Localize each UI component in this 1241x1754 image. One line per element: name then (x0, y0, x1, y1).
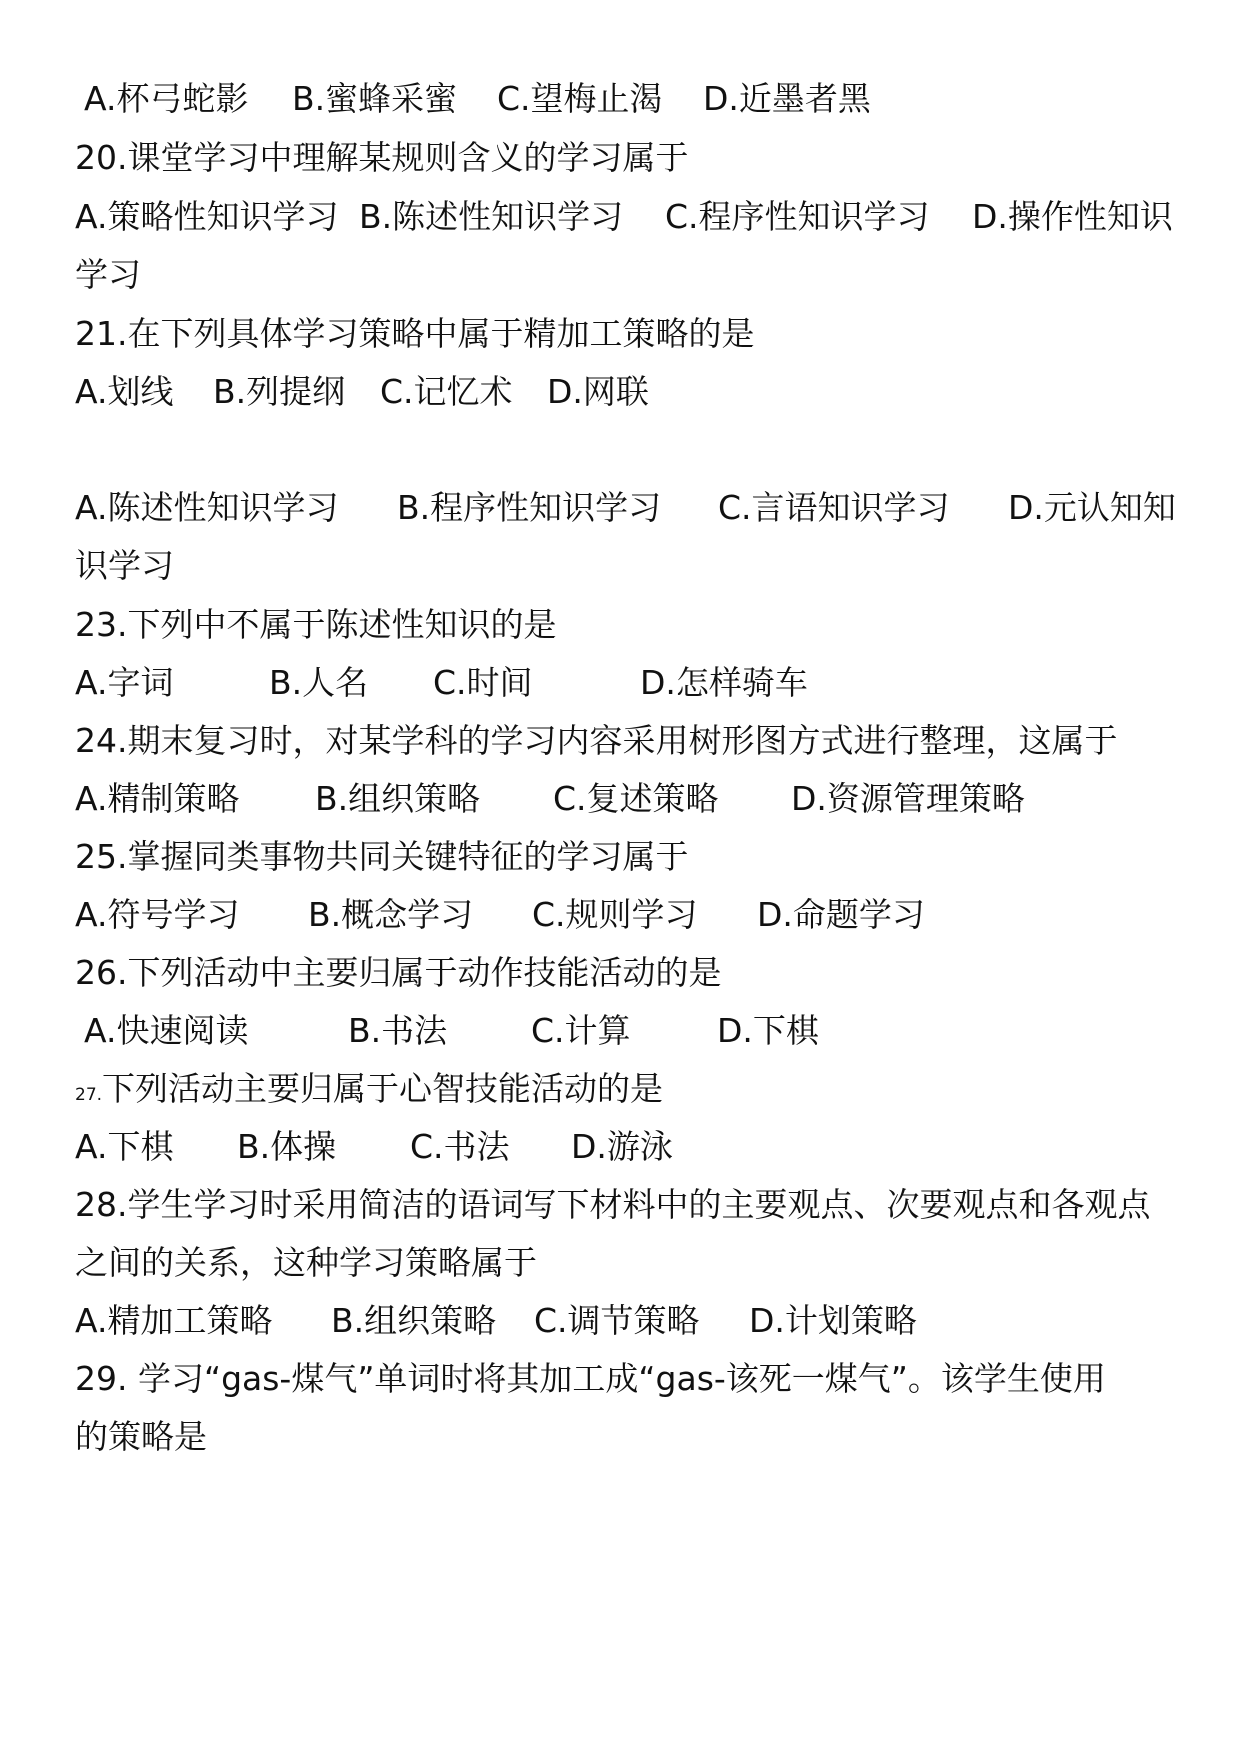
question-28-options (75, 1296, 917, 1346)
option-d: D.网联 (547, 372, 649, 411)
option-a: A.精制策略 (75, 779, 240, 818)
option-d: D.游泳 (571, 1127, 673, 1166)
option-d: D.元认知知 (1008, 488, 1176, 527)
option-c: C.时间 (433, 663, 533, 702)
option-b: B.体操 (237, 1127, 337, 1166)
question-21-stem: 21.在下列具体学习策略中属于精加工策略的是 (75, 314, 755, 353)
question-number: 27. (75, 1085, 103, 1105)
option-c: C.调节策略 (534, 1301, 700, 1340)
option-c: C.计算 (531, 1011, 631, 1050)
option-b: B.组织策略 (315, 779, 481, 818)
option-c: C.记忆术 (380, 372, 513, 411)
question-29-stem: 29. 学习“gas-煤气”单词时将其加工成“gas-该死一煤气”。该学生使用 (75, 1359, 1106, 1398)
option-b: B.组织策略 (331, 1301, 497, 1340)
question-24-stem: 24.期末复习时，对某学科的学习内容采用树形图方式进行整理，这属于 (75, 721, 1118, 760)
option-a: A.符号学习 (75, 895, 240, 934)
question-26-options (75, 1006, 819, 1056)
question-25-stem: 25.掌握同类事物共同关键特征的学习属于 (75, 837, 689, 876)
option-c: C.规则学习 (532, 895, 698, 934)
question-29-stem-continuation: 的策略是 (75, 1417, 207, 1456)
question-19-options (75, 74, 871, 124)
option-a: A.划线 (75, 372, 174, 411)
option-a: A.精加工策略 (75, 1301, 273, 1340)
question-20-stem: 20.课堂学习中理解某规则含义的学习属于 (75, 138, 689, 177)
question-26-stem: 26.下列活动中主要归属于动作技能活动的是 (75, 953, 722, 992)
question-22-options (75, 483, 1176, 533)
question-25-options (75, 890, 925, 940)
option-a: A.陈述性知识学习 (75, 488, 339, 527)
option-c: C.言语知识学习 (718, 488, 950, 527)
option-c: C.复述策略 (553, 779, 719, 818)
option-d: D.资源管理策略 (791, 779, 1025, 818)
option-a: A.下棋 (75, 1127, 174, 1166)
option-d: D.命题学习 (757, 895, 925, 934)
question-text: 下列活动主要归属于心智技能活动的是 (102, 1069, 664, 1108)
option-c: C.程序性知识学习 (665, 197, 930, 236)
option-a: A.杯弓蛇影 (84, 79, 249, 118)
option-b: B.程序性知识学习 (397, 488, 662, 527)
option-b: B.陈述性知识学习 (359, 197, 624, 236)
option-c: C.望梅止渴 (497, 79, 663, 118)
option-b: B.书法 (348, 1011, 448, 1050)
option-b: B.人名 (269, 663, 369, 702)
option-c: C.书法 (410, 1127, 510, 1166)
question-24-options (75, 774, 1025, 824)
option-d: D.操作性知识 (972, 197, 1173, 236)
question-22-options-continuation: 识学习 (75, 546, 174, 585)
question-23-options (75, 658, 808, 708)
option-d: D.近墨者黑 (703, 79, 871, 118)
question-27-options (75, 1122, 673, 1172)
option-b: B.列提纲 (213, 372, 346, 411)
option-a: A.策略性知识学习 (75, 197, 339, 236)
option-d: D.计划策略 (749, 1301, 917, 1340)
question-21-options (75, 367, 649, 417)
question-28-stem-continuation: 之间的关系，这种学习策略属于 (75, 1243, 537, 1282)
option-b: B.蜜蜂采蜜 (292, 79, 458, 118)
option-d: D.下棋 (717, 1011, 819, 1050)
option-d: D.怎样骑车 (640, 663, 808, 702)
question-20-options-continuation: 学习 (75, 255, 141, 294)
question-27-stem (75, 1064, 663, 1114)
option-b: B.概念学习 (308, 895, 474, 934)
question-20-options (75, 192, 1173, 242)
question-23-stem: 23.下列中不属于陈述性知识的是 (75, 605, 557, 644)
option-a: A.字词 (75, 663, 174, 702)
question-28-stem: 28.学生学习时采用简洁的语词写下材料中的主要观点、次要观点和各观点 (75, 1185, 1151, 1224)
option-a: A.快速阅读 (84, 1011, 249, 1050)
